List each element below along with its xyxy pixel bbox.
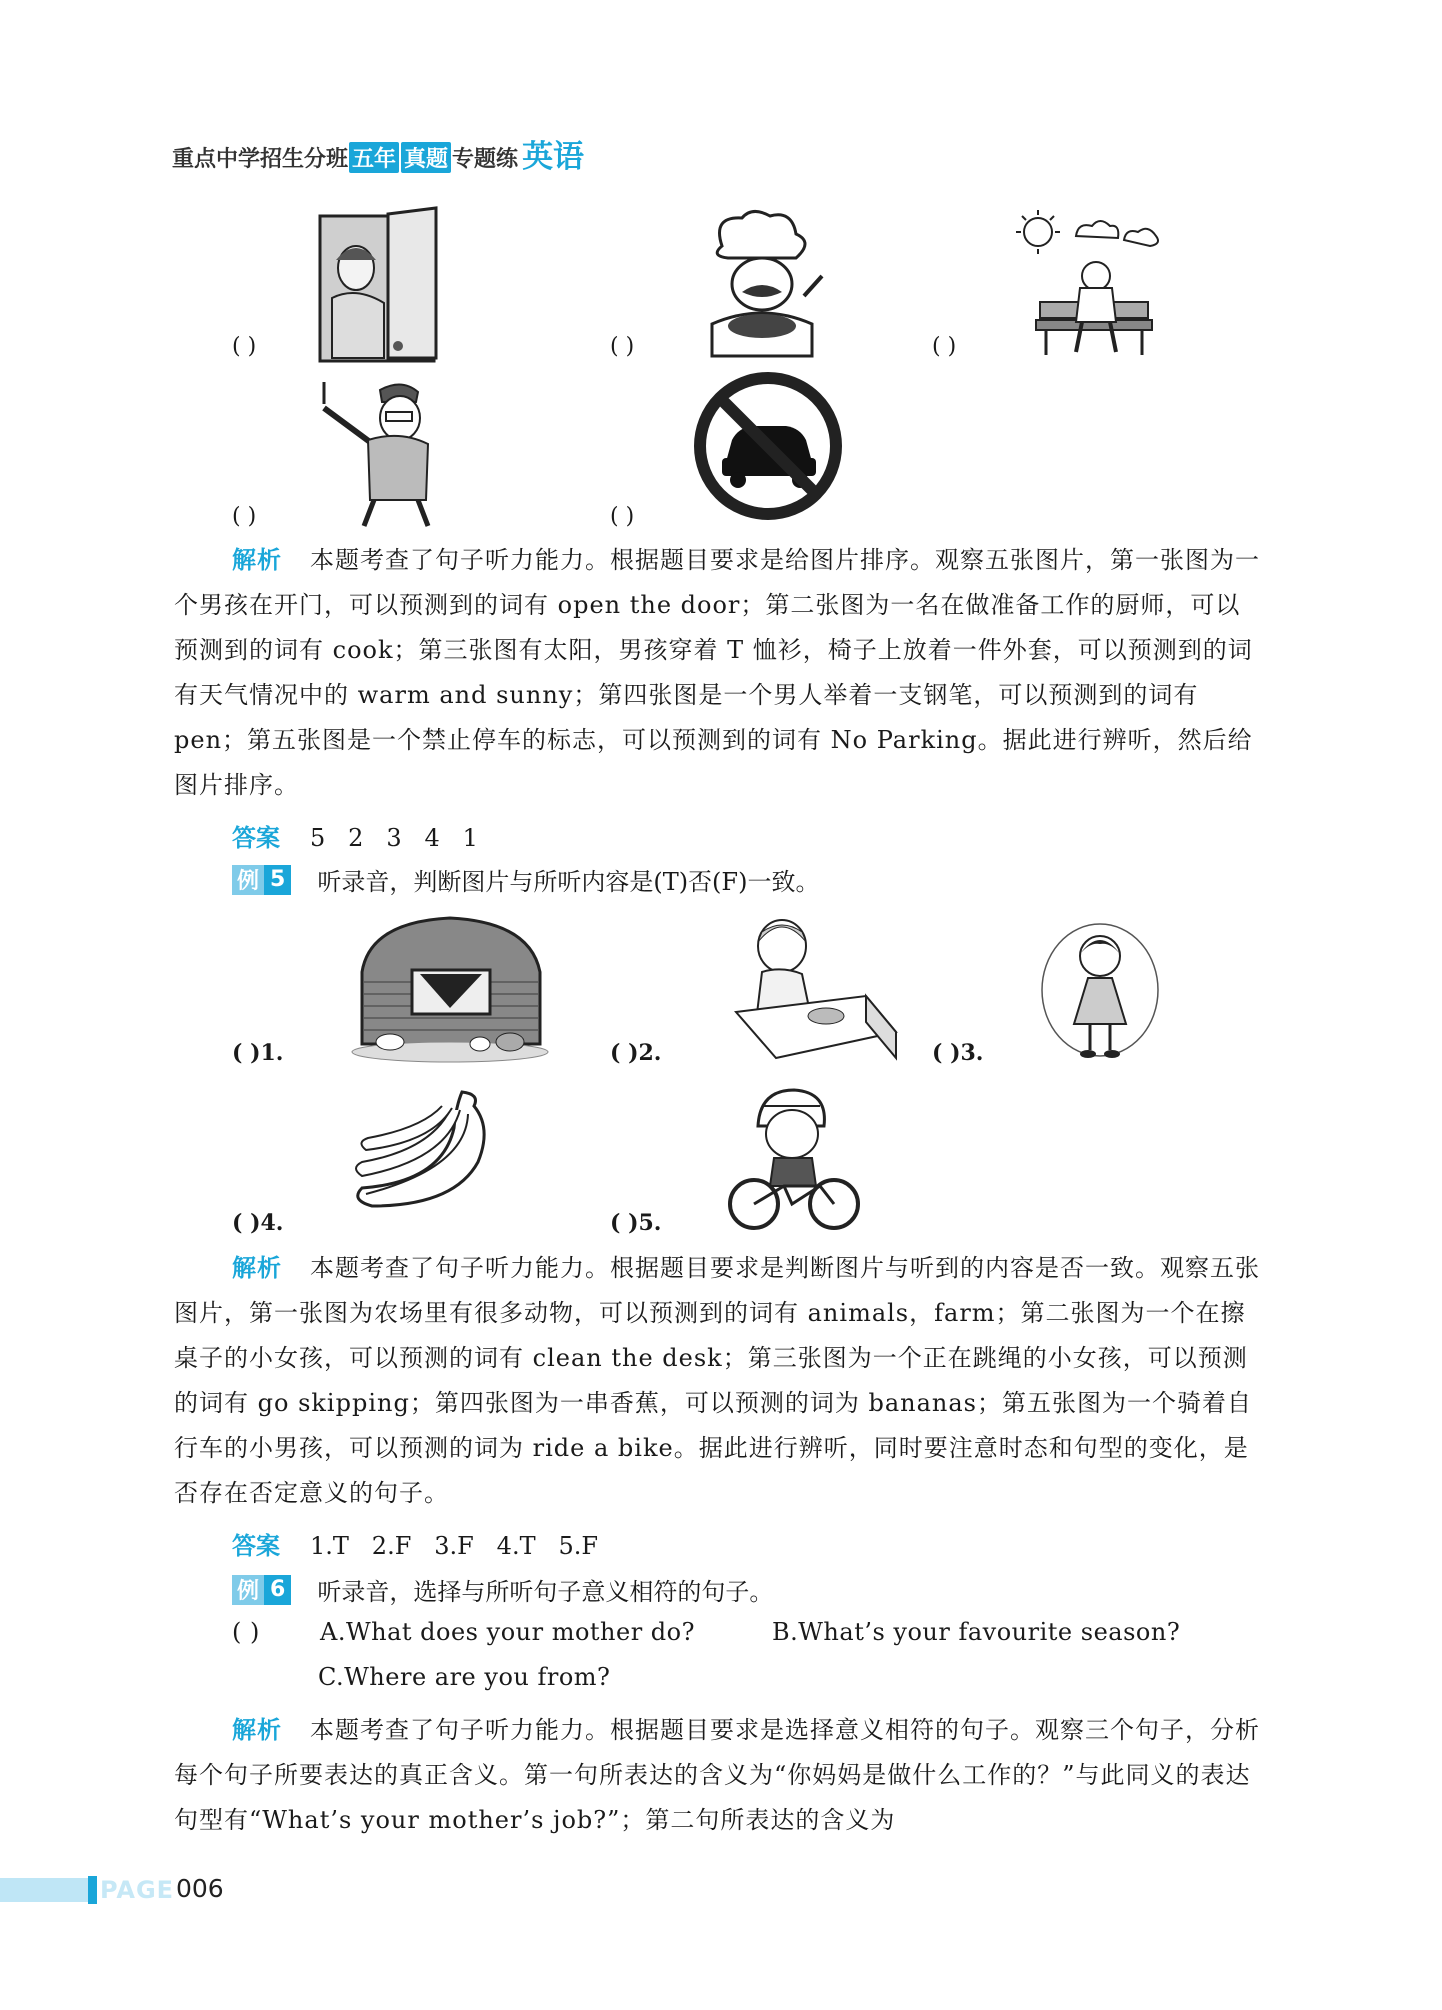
book-header bbox=[172, 139, 585, 175]
analysis-text: 本题考查了句子听力能力。根据题目要求是判断图片与听到的内容是否一致。观察五张图片，第一张图为农场里有很多动物，可以预测到的词有 animals，farm；第二张图为一个在擦桌子的小女孩，可以预测的词有 clean the desk；第三张图为一个正在跳绳的小女孩，可以预测的词有 go skipping；第四张图为一串香蕉，可以预测的词为 bananas；第五张图为一个骑着自行车的小男孩，可以预测的词为 ride a bike。据此进行辨听，同时要注意时态和句型的变化，是否存在否定意义的句子。 bbox=[174, 1254, 1260, 1507]
chef-cooking-picture bbox=[692, 206, 834, 361]
girl-skipping-rope-picture bbox=[1036, 920, 1166, 1068]
header-highlight-2: 真题 bbox=[401, 142, 451, 173]
example-instruction: 听录音，选择与所听句子意义相符的句子。 bbox=[317, 1578, 774, 1606]
option-b[interactable]: B.What’s your favourite season? bbox=[772, 1618, 1181, 1646]
tf-item-1[interactable]: ( )1. bbox=[232, 1040, 284, 1066]
analysis-text: 本题考查了句子听力能力。根据题目要求是给图片排序。观察五张图片，第一张图为一个男孩在开门，可以预测到的词有 open the door；第二张图为一名在做准备工作的厨师，可以预测到的词有 cook；第三张图有太阳，男孩穿着 T 恤衫，椅子上放着一件外套，可以预测到的词有天气情况中的 warm and sunny；第四张图是一个男人举着一支钢笔，可以预测到的词有 pen；第五张图是一个禁止停车的标志，可以预测到的词有 No Parking。据此进行辨听，然后给图片排序。 bbox=[174, 546, 1260, 799]
analysis-tag: 解析 bbox=[232, 1716, 282, 1744]
choice-blank[interactable]: ( ) bbox=[232, 1618, 260, 1646]
example-5-heading bbox=[232, 862, 819, 897]
badge-number: 6 bbox=[264, 1575, 291, 1605]
boy-opening-door-picture bbox=[318, 208, 438, 363]
example-badge bbox=[232, 865, 291, 895]
answer-text: 5 2 3 4 1 bbox=[310, 824, 478, 852]
girl-cleaning-desk-picture bbox=[716, 912, 898, 1062]
boy-riding-bike-picture bbox=[720, 1082, 868, 1232]
footer-page-label: PAGE bbox=[100, 1876, 175, 1904]
no-parking-sign-picture bbox=[692, 370, 844, 522]
order-blank-5[interactable]: ( ) bbox=[610, 504, 635, 529]
example-badge bbox=[232, 1575, 291, 1605]
example-6-heading bbox=[232, 1572, 773, 1607]
badge-label: 例 bbox=[232, 865, 264, 895]
man-holding-pen-picture bbox=[310, 378, 445, 528]
header-mid: 专题练 bbox=[452, 147, 519, 172]
footer-mark bbox=[88, 1876, 97, 1904]
ex4-answer bbox=[232, 818, 478, 853]
option-c[interactable]: C.Where are you from? bbox=[318, 1663, 611, 1691]
header-highlight-1: 五年 bbox=[349, 142, 399, 173]
ex5-analysis-paragraph bbox=[174, 1246, 1264, 1516]
badge-number: 5 bbox=[264, 865, 291, 895]
header-subject: 英语 bbox=[522, 139, 585, 175]
analysis-tag: 解析 bbox=[232, 1254, 282, 1282]
tf-item-5[interactable]: ( )5. bbox=[610, 1210, 662, 1236]
answer-tag: 答案 bbox=[232, 824, 280, 852]
footer-bar bbox=[0, 1878, 88, 1902]
example-instruction: 听录音，判断图片与所听内容是(T)否(F)一致。 bbox=[317, 868, 820, 896]
badge-label: 例 bbox=[232, 1575, 264, 1605]
boy-on-bench-sunny-picture bbox=[1016, 210, 1166, 360]
tf-item-2[interactable]: ( )2. bbox=[610, 1040, 662, 1066]
bananas-picture bbox=[342, 1088, 507, 1213]
order-blank-2[interactable]: ( ) bbox=[610, 334, 635, 359]
barn-farm-animals-picture bbox=[350, 912, 555, 1062]
answer-text: 1.T 2.F 3.F 4.T 5.F bbox=[310, 1532, 599, 1560]
header-prefix: 重点中学招生分班 bbox=[172, 147, 349, 172]
analysis-text: 本题考查了句子听力能力。根据题目要求是选择意义相符的句子。观察三个句子，分析每个句子所要表达的真正含义。第一句所表达的含义为“你妈妈是做什么工作的？”与此同义的表达句型有“What’s your mother’s job?”；第二句所表达的含义为 bbox=[174, 1716, 1260, 1834]
order-blank-4[interactable]: ( ) bbox=[232, 504, 257, 529]
tf-item-3[interactable]: ( )3. bbox=[932, 1040, 984, 1066]
order-blank-1[interactable]: ( ) bbox=[232, 334, 257, 359]
page-number: 006 bbox=[176, 1874, 224, 1903]
ex5-answer bbox=[232, 1526, 598, 1561]
ex6-analysis-paragraph bbox=[174, 1708, 1264, 1843]
tf-item-4[interactable]: ( )4. bbox=[232, 1210, 284, 1236]
analysis-tag: 解析 bbox=[232, 546, 282, 574]
order-blank-3[interactable]: ( ) bbox=[932, 334, 957, 359]
ex4-analysis-paragraph bbox=[174, 538, 1264, 808]
answer-tag: 答案 bbox=[232, 1532, 280, 1560]
option-a[interactable]: A.What does your mother do? bbox=[320, 1618, 695, 1646]
